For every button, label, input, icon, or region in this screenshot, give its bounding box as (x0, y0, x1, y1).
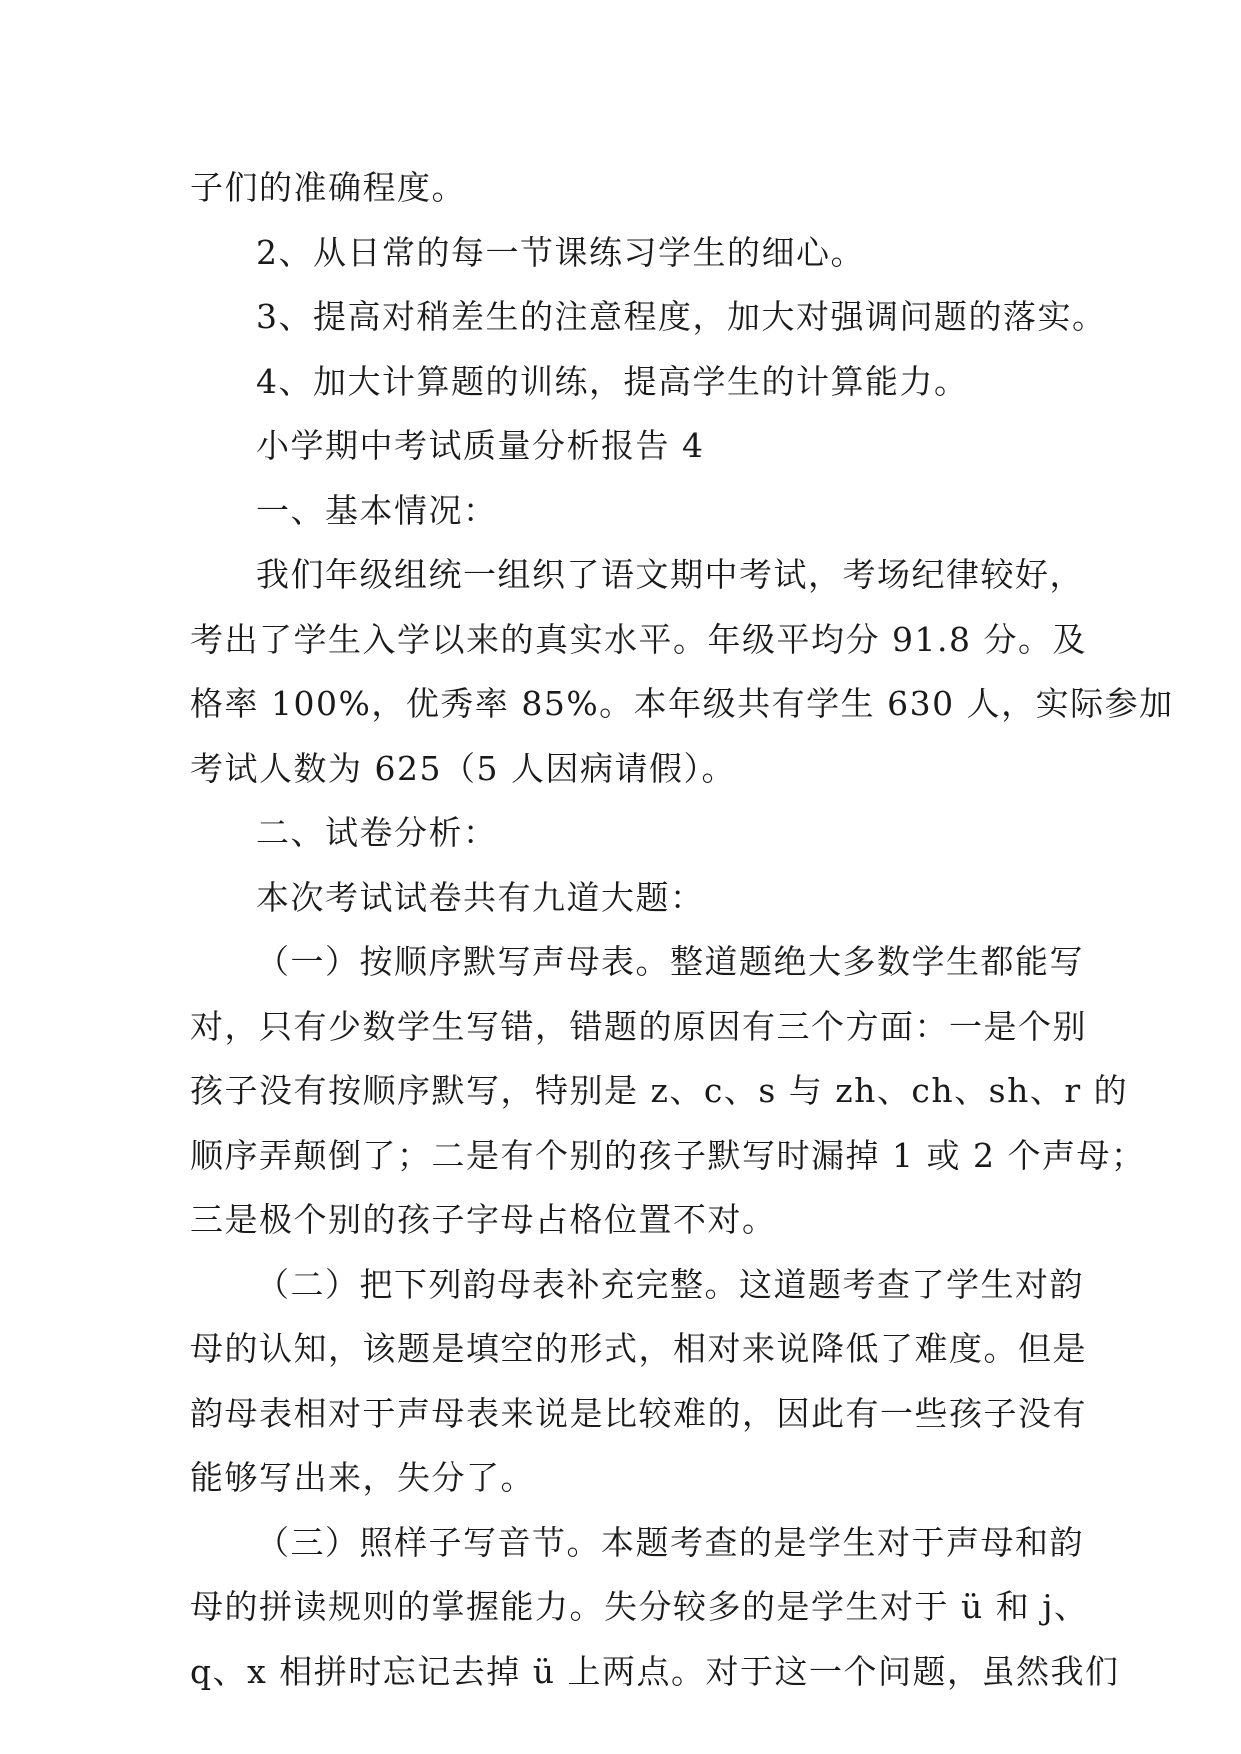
paragraph-line: 2、从日常的每一节课练习学生的细心。 (256, 232, 865, 272)
paragraph-line: 韵母表相对于声母表来说是比较难的，因此有一些孩子没有 (190, 1393, 1087, 1433)
section-title: 小学期中考试质量分析报告 4 (256, 426, 705, 465)
paragraph-line: 母的认知，该题是填空的形式，相对来说降低了难度。但是 (190, 1329, 1087, 1368)
section-heading: 一、基本情况： (256, 490, 498, 530)
paragraph-line: q、x 相拼时忘记去掉 ü 上两点。对于这一个问题，虽然我们 (190, 1651, 1120, 1691)
paragraph-line: 3、提高对稍差生的注意程度，加大对强调问题的落实。 (256, 297, 1107, 336)
document-body (190, 156, 1174, 1704)
paragraph-line: （三）照样子写音节。本题考查的是学生对于声母和韵 (256, 1522, 1084, 1562)
paragraph-line: 孩子没有按顺序默写，特别是 z、c、s 与 zh、ch、sh、r 的 (190, 1071, 1129, 1110)
paragraph-line: 对，只有少数学生写错，错题的原因有三个方面：一是个别 (190, 1006, 1087, 1046)
paragraph-line: （二）把下列韵母表补充完整。这道题考查了学生对韵 (256, 1264, 1084, 1304)
paragraph-line: 三是极个别的孩子字母占格位置不对。 (190, 1200, 777, 1239)
paragraph-line: 本次考试试卷共有九道大题： (256, 877, 705, 917)
paragraph-line: （一）按顺序默写声母表。整道题绝大多数学生都能写 (256, 942, 1084, 981)
paragraph-line: 格率 100%，优秀率 85%。本年级共有学生 630 人，实际参加 (190, 684, 1174, 723)
paragraph-line: 能够写出来，失分了。 (190, 1458, 535, 1497)
section-heading: 二、试卷分析： (256, 813, 498, 852)
paragraph-line: 考出了学生入学以来的真实水平。年级平均分 91.8 分。及 (190, 619, 1087, 659)
paragraph-line: 子们的准确程度。 (190, 168, 466, 207)
paragraph-line: 顺序弄颠倒了；二是有个别的孩子默写时漏掉 1 或 2 个声母； (190, 1135, 1146, 1175)
paragraph-line: 我们年级组统一组织了语文期中考试，考场纪律较好， (256, 555, 1084, 594)
paragraph-line: 考试人数为 625（5 人因病请假）。 (190, 748, 736, 788)
paragraph-line: 4、加大计算题的训练，提高学生的计算能力。 (256, 361, 969, 401)
paragraph-line: 母的拼读规则的掌握能力。失分较多的是学生对于 ü 和 j、 (190, 1587, 1089, 1626)
